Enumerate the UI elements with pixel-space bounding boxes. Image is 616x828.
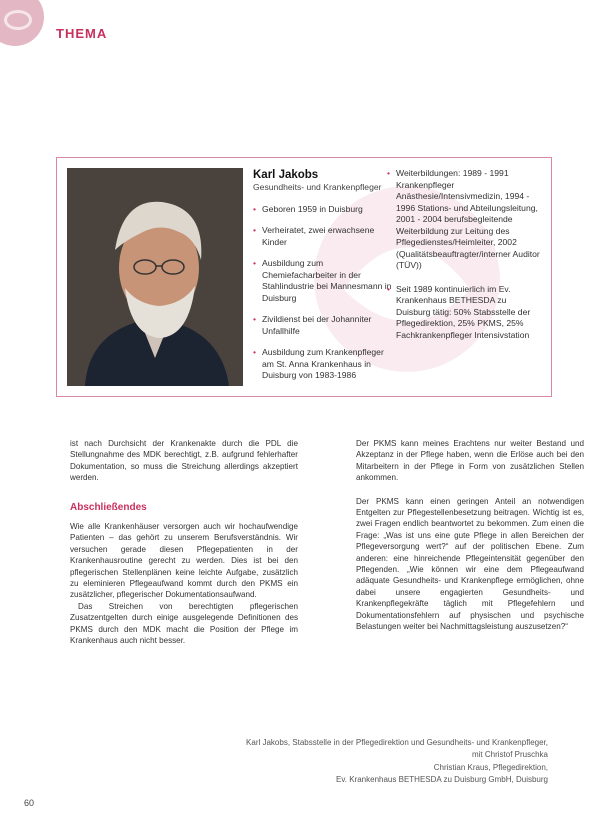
page-number: 60 (24, 798, 35, 808)
person-role: Gesundheits- und Krankenpfleger (253, 182, 382, 192)
cv-list-right (387, 168, 543, 341)
credit-line: Ev. Krankenhaus BETHESDA zu Duisburg GmbH, Duisburg (336, 775, 548, 785)
person-name: Karl Jakobs (253, 169, 319, 181)
credit-line: mit Christof Pruschka (471, 750, 548, 760)
body-paragraph: ist nach Durchsicht der Krankenakte durch die PDL die Stellungnahme des MDK berechtigt, z.B. aufgrund fehlerhafter Dokumentation, so muss die Streichung allerdings akzeptiert werden. (70, 439, 298, 483)
cv-item: • Weiterbildungen: 1989 - 1991 Krankenpfleger Anästhesie/Intensivmedizin, 1994 - 1996 Stations- und Abteilungsleitung, 2001 - 2004 berufsbegleitende Weiterbildung zur Leitung des Pflegedienstes/Heimleiter, 2002 (Qualitätsbeauftragter/interner Auditor (TÜV)) (387, 168, 543, 272)
cv-item: • Zivildienst bei der Johanniter Unfallhilfe (253, 314, 393, 337)
credit-line: Christian Kraus, Pflegedirektion, (433, 762, 548, 772)
cv-list-left (253, 204, 393, 382)
section-heading: Abschließendes (70, 501, 147, 513)
profile-info-column-right (387, 168, 543, 353)
article-column-left (70, 438, 298, 647)
author-credits (120, 737, 548, 787)
cv-item: • Ausbildung zum Krankenpfleger am St. Anna Krankenhaus in Duisburg von 1983-1986 (253, 347, 393, 382)
cv-item: • Seit 1989 kontinuierlich im Ev. Krankenhaus BETHESDA zu Duisburg tätig: 50% Stabsstelle der Pflegedirektion, 25% PKMS, 25% Fachkrankenpfleger Intensivstation (387, 284, 543, 342)
cv-item: • Ausbildung zum Chemiefacharbeiter in der Stahlindustrie bei Mannesmann in Duisburg (253, 258, 393, 304)
portrait-photo (67, 168, 243, 386)
section-label: THEMA (56, 26, 108, 41)
cv-item: • Verheiratet, zwei erwachsene Kinder (253, 225, 393, 248)
credit-line: Karl Jakobs, Stabsstelle in der Pflegedirektion und Gesundheits- und Krankenpfleger, (246, 738, 548, 747)
body-paragraph: Das Streichen von berechtigten pflegerischen Zusatzentgelten durch einige ausgelegende Definitionen des PKMS durch den MDK macht die Position der Pflege im Krankenhaus auch nicht besser. (70, 601, 298, 646)
cv-item: • Geboren 1959 in Duisburg (253, 204, 393, 216)
profile-info-column (253, 168, 393, 392)
article-column-right (356, 438, 584, 633)
body-paragraph: Der PKMS kann meines Erachtens nur weiter Bestand und Akzeptanz in der Pflege haben, wenn die Erlöse auch bei den Mitarbeitern in der Pflege in Form von zusätzlichen Stellen ankommen. (356, 439, 584, 483)
profile-box (56, 157, 552, 397)
body-paragraph: Wie alle Krankenhäuser versorgen auch wir hochaufwendige Patienten – das gehört zu unserem Berufsverständnis. Wir versuchen gerade diesen Pflegepatienten in der Krankenhausroutine gerecht zu werden. Dies ist bei den pflegerischen Stellenplänen keine leichte Aufgabe, zusätzlich zu eleminieren Pflegeaufwand kommt durch den PKMS ein zusätzlicher, pflegerischer Dokumentationsaufwand. (70, 522, 298, 600)
body-paragraph: Der PKMS kann einen geringen Anteil an notwendigen Entgelten zur Pflegestellenbesetzung beitragen. Wichtig ist es, zwei Fragen endlich beantwortet zu bekommen. Zum einen die Frage: „Was ist uns eine gute Pflege in allen Bereichen der Pflegeversorgung wert?“ auf der politischen Ebene. Zum anderen: eine hinreichende Pflegeintensität gegenüber den Pflegenden. „Wie können wir eine dem Pflegeaufwand adäquate Gesundheits- und Krankenpflege ermöglichen, ohne dabei unsere engagierten Gesundheits- und Krankenpflegekräfte täglich mit Pflegefehlern und Dokumentationsfehlern auf physischen und psychische Belastungen weiter bei Nachmittagsleistung auszusetzen?“ (356, 496, 584, 632)
publisher-logo (0, 0, 44, 46)
